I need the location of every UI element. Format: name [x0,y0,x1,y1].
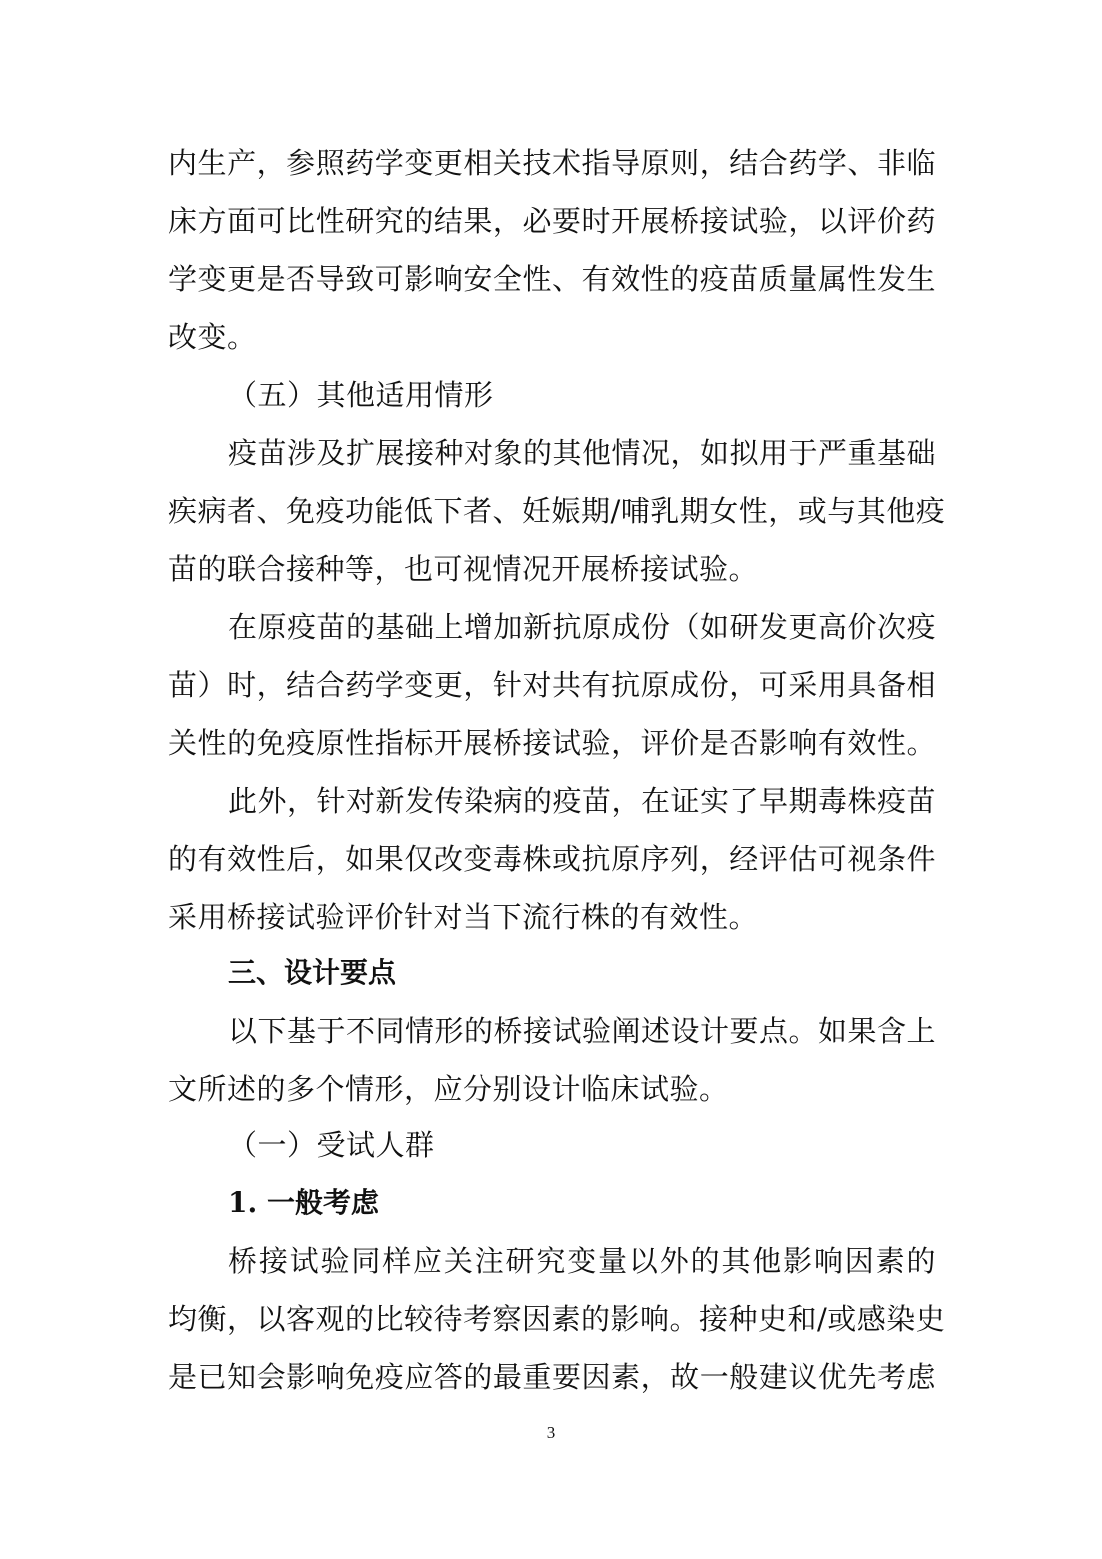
paragraph-line: 是已知会影响免疫应答的最重要因素，故一般建议优先考虑 [168,1360,936,1394]
paragraph-line: 疫苗涉及扩展接种对象的其他情况，如拟用于严重基础 [228,436,937,470]
paragraph-line: 在原疫苗的基础上增加新抗原成份（如研发更高价次疫 [228,610,937,644]
paragraph-line: 文所述的多个情形，应分别设计临床试验。 [168,1072,729,1106]
paragraph-line: 学变更是否导致可影响安全性、有效性的疫苗质量属性发生 [168,262,936,296]
section-subheading: （一）受试人群 [228,1128,435,1162]
paragraph-line: 以下基于不同情形的桥接试验阐述设计要点。如果含上 [228,1014,937,1048]
section-subheading: （五）其他适用情形 [228,378,494,412]
paragraph-line: 疾病者、免疫功能低下者、妊娠期/哺乳期女性，或与其他疫 [168,494,946,528]
subsection-heading: 1. 一般考虑 [228,1186,379,1219]
paragraph-line: 此外，针对新发传染病的疫苗，在证实了早期毒株疫苗 [228,784,937,818]
paragraph-line: 关性的免疫原性指标开展桥接试验，评价是否影响有效性。 [168,726,936,760]
paragraph-line: 苗）时，结合药学变更，针对共有抗原成份，可采用具备相 [168,668,936,702]
paragraph-line: 改变。 [168,320,257,354]
paragraph-line: 内生产，参照药学变更相关技术指导原则，结合药学、非临 [168,146,936,180]
section-heading: 三、设计要点 [228,956,397,989]
page-number: 3 [546,1423,556,1442]
paragraph-line: 床方面可比性研究的结果，必要时开展桥接试验，以评价药 [168,204,936,238]
paragraph-line: 苗的联合接种等，也可视情况开展桥接试验。 [168,552,759,586]
paragraph-line: 的有效性后，如果仅改变毒株或抗原序列，经评估可视条件 [168,842,936,876]
paragraph-line: 均衡，以客观的比较待考察因素的影响。接种史和/或感染史 [168,1302,946,1336]
paragraph-line: 桥接试验同样应关注研究变量以外的其他影响因素的 [228,1244,936,1278]
paragraph-line: 采用桥接试验评价针对当下流行株的有效性。 [168,900,759,934]
